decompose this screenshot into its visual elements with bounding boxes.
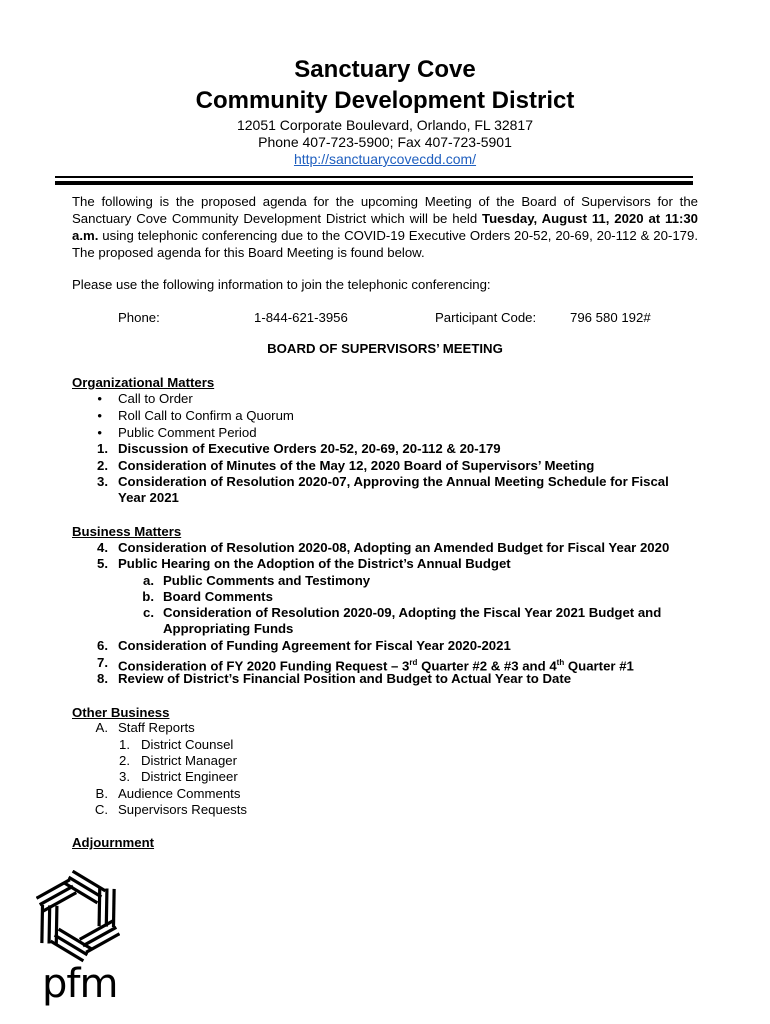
pfm-logo-text: pfm bbox=[42, 961, 118, 1007]
item-number: 8. bbox=[97, 671, 108, 686]
agenda-item: Staff Reports bbox=[118, 720, 195, 735]
address: 12051 Corporate Boulevard, Orlando, FL 32817 bbox=[236, 117, 533, 133]
item-number: 1. bbox=[97, 441, 108, 456]
sub-item-continued: Appropriating Funds bbox=[163, 621, 294, 636]
intro-datetime: Tuesday, August 11, 2020 at 11:30 a.m. bbox=[72, 211, 699, 243]
agenda-item: Consideration of Resolution 2020-08, Adopting an Amended Budget for Fiscal Year 2020 bbox=[118, 540, 670, 555]
item-number: 2. bbox=[97, 458, 108, 473]
phone-label: Phone: bbox=[118, 310, 160, 325]
district-title: Sanctuary Cove bbox=[294, 56, 476, 83]
intro-paragraph bbox=[72, 193, 698, 261]
header-divider-thick bbox=[55, 181, 693, 185]
bullet-icon: • bbox=[97, 408, 102, 423]
item7-sup2: th bbox=[556, 658, 565, 667]
sub-item: Consideration of Resolution 2020-09, Adopting the Fiscal Year 2021 Budget and bbox=[163, 605, 662, 620]
district-subtitle: Community Development District bbox=[195, 87, 575, 114]
phone-number: 1-844-621-3956 bbox=[254, 310, 348, 325]
item7-part1: Consideration of FY 2020 Funding Request – 3 bbox=[118, 658, 410, 674]
section-adjournment: Adjournment bbox=[72, 835, 155, 850]
bullet-icon: • bbox=[97, 425, 102, 440]
item-number: 4. bbox=[97, 540, 108, 555]
section-organizational: Organizational Matters bbox=[72, 375, 215, 390]
staff-number: 2. bbox=[119, 753, 130, 768]
agenda-bullet: Roll Call to Confirm a Quorum bbox=[118, 408, 294, 423]
staff-report: District Counsel bbox=[141, 737, 234, 752]
header-divider-thin bbox=[55, 176, 693, 178]
agenda-item-continued: Year 2021 bbox=[118, 490, 179, 505]
pfm-logo-icon bbox=[36, 870, 120, 966]
participant-code: 796 580 192# bbox=[570, 310, 651, 325]
meeting-title: BOARD OF SUPERVISORS’ MEETING bbox=[267, 341, 503, 356]
pfm-logo bbox=[36, 870, 120, 1010]
agenda-item: Public Hearing on the Adoption of the District’s Annual Budget bbox=[118, 556, 511, 571]
staff-number: 3. bbox=[119, 769, 130, 784]
item-letter: C. bbox=[94, 802, 108, 817]
item-number: 5. bbox=[97, 556, 108, 571]
bullet-icon: • bbox=[97, 391, 102, 406]
item-number: 7. bbox=[97, 655, 108, 670]
agenda-bullet: Public Comment Period bbox=[118, 425, 257, 440]
item7-part2: Quarter #2 & #3 and 4 bbox=[417, 658, 557, 674]
staff-report: District Engineer bbox=[141, 769, 238, 784]
item7-part3: Quarter #1 bbox=[564, 658, 634, 674]
item-number: 6. bbox=[97, 638, 108, 653]
phone-fax: Phone 407-723-5900; Fax 407-723-5901 bbox=[258, 134, 512, 150]
agenda-item: Discussion of Executive Orders 20-52, 20-69, 20-112 & 20-179 bbox=[118, 441, 501, 456]
item-number: 3. bbox=[97, 474, 108, 489]
item-letter: A. bbox=[95, 720, 108, 735]
agenda-item: Review of District’s Financial Position and Budget to Actual Year to Date bbox=[118, 671, 572, 686]
sub-item-letter: c. bbox=[143, 605, 154, 620]
staff-report: District Manager bbox=[141, 753, 238, 768]
agenda-item: Consideration of Funding Agreement for Fiscal Year 2020-2021 bbox=[118, 638, 511, 653]
participant-code-label: Participant Code: bbox=[435, 310, 537, 325]
agenda-item: Consideration of Resolution 2020-07, Approving the Annual Meeting Schedule for Fiscal bbox=[118, 474, 669, 489]
staff-number: 1. bbox=[119, 737, 130, 752]
agenda-item: Consideration of Minutes of the May 12, 2020 Board of Supervisors’ Meeting bbox=[118, 458, 595, 473]
sub-item: Public Comments and Testimony bbox=[163, 573, 371, 588]
intro-text-2: using telephonic conferencing due to the COVID-19 Executive Orders 20-52, 20-69, 20-112 & 20-179. The proposed agenda for this Board Meeting is found below. bbox=[72, 228, 698, 260]
intro-text-1: The following is the proposed agenda for the upcoming Meeting of the Board of Supervisors for the Sanctuary Cove Community Development District which will be held bbox=[72, 194, 698, 226]
item-letter: B. bbox=[95, 786, 108, 801]
sub-item-letter: b. bbox=[142, 589, 154, 604]
item7-sup1: rd bbox=[409, 658, 418, 667]
agenda-bullet: Call to Order bbox=[118, 391, 193, 406]
section-other: Other Business bbox=[72, 705, 170, 720]
agenda-item: Audience Comments bbox=[118, 786, 241, 801]
agenda-item: Supervisors Requests bbox=[118, 802, 248, 817]
sub-item: Board Comments bbox=[163, 589, 273, 604]
website-link[interactable]: http://sanctuarycovecdd.com/ bbox=[293, 151, 477, 167]
sub-item-letter: a. bbox=[143, 573, 154, 588]
join-instructions: Please use the following information to join the telephonic conferencing: bbox=[72, 277, 491, 292]
section-business: Business Matters bbox=[72, 524, 182, 539]
